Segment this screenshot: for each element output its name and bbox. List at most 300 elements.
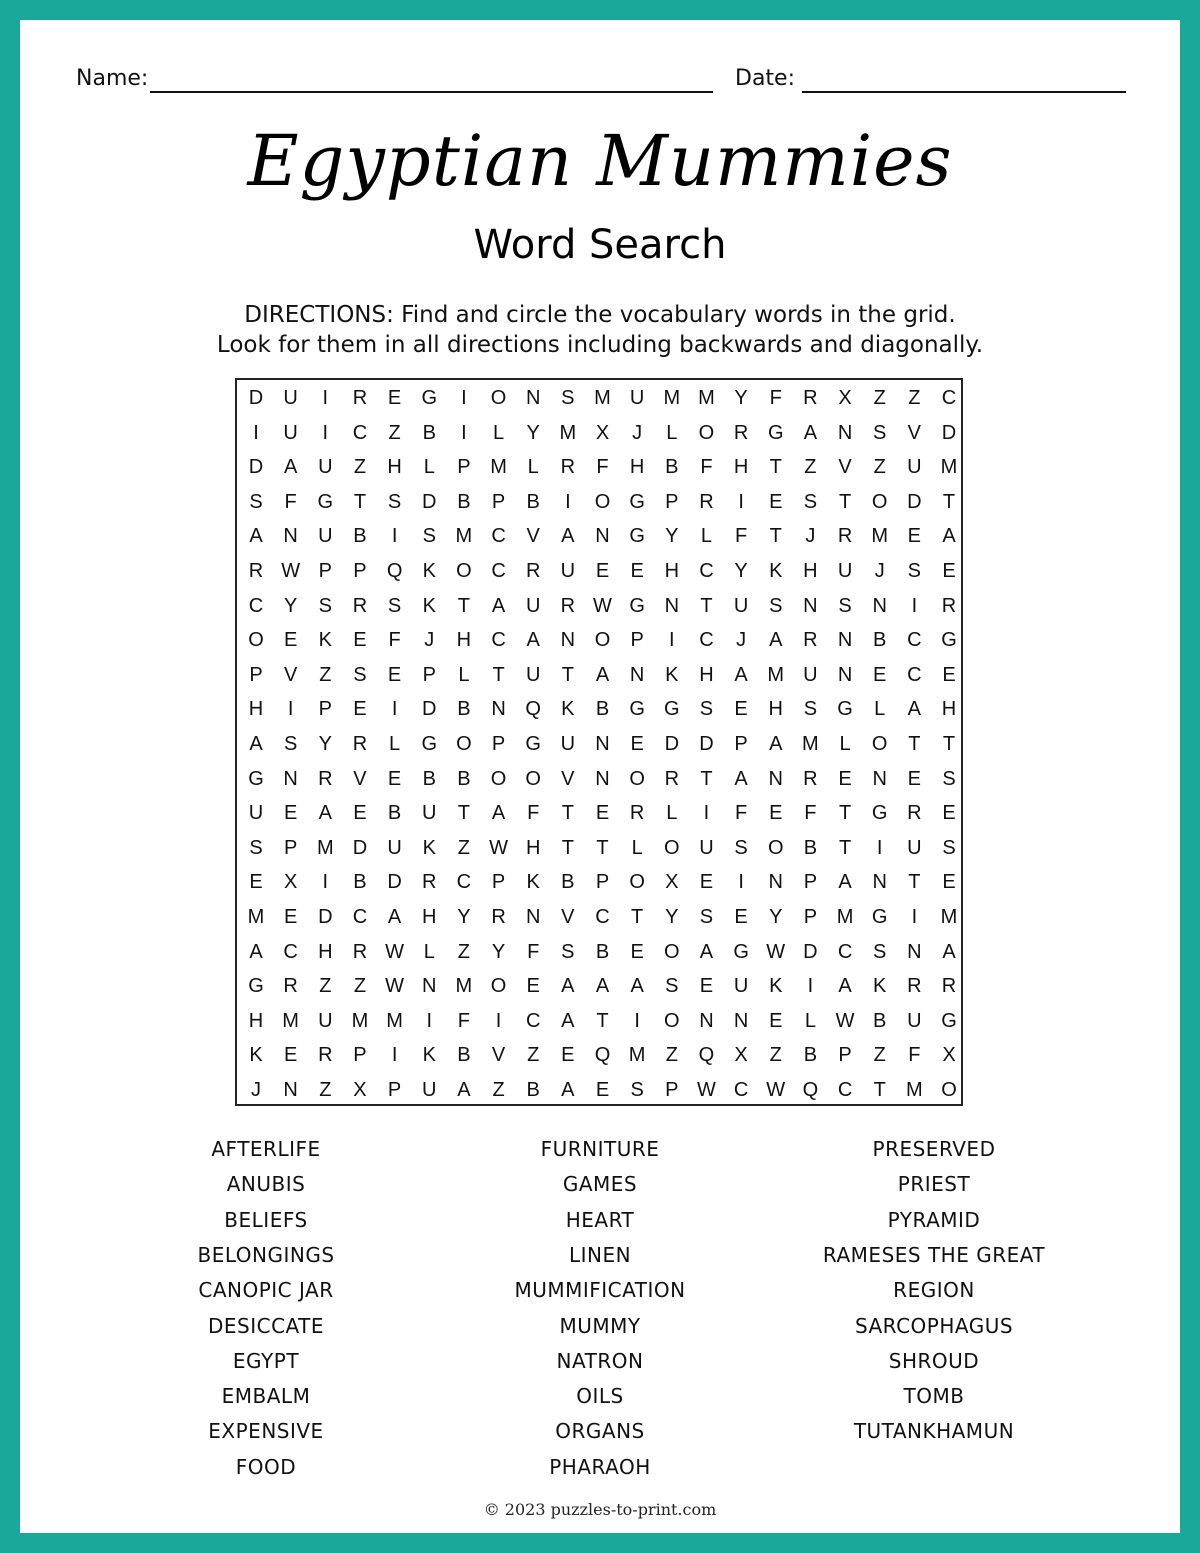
grid-letter[interactable]: J [805, 525, 816, 548]
grid-letter[interactable]: U [525, 663, 541, 686]
grid-letter[interactable]: F [804, 802, 817, 825]
grid-letter[interactable]: Y [526, 421, 540, 444]
grid-letter[interactable]: K [422, 1044, 436, 1067]
grid-letter[interactable]: P [630, 629, 644, 652]
grid-letter[interactable]: I [391, 698, 398, 721]
grid-letter[interactable]: U [318, 456, 333, 479]
grid-letter[interactable]: Y [457, 906, 471, 928]
grid-letter[interactable]: A [249, 940, 263, 963]
grid-letter[interactable]: N [491, 698, 506, 721]
grid-letter[interactable]: O [248, 629, 264, 652]
grid-letter[interactable]: P [665, 490, 679, 513]
grid-letter[interactable]: A [907, 698, 922, 721]
grid-letter[interactable]: R [318, 1044, 333, 1067]
grid-letter[interactable]: T [596, 836, 609, 859]
grid-letter[interactable]: I [461, 421, 467, 444]
grid-letter[interactable]: D [248, 387, 264, 409]
grid-letter[interactable]: E [942, 663, 956, 686]
grid-letter[interactable]: Z [319, 663, 332, 686]
grid-letter[interactable]: E [595, 560, 610, 582]
grid-letter[interactable]: Z [908, 387, 921, 409]
grid-letter[interactable]: M [247, 906, 265, 928]
grid-letter[interactable]: D [422, 698, 437, 721]
grid-letter[interactable]: U [733, 975, 749, 998]
grid-letter[interactable]: Y [318, 733, 332, 755]
grid-letter[interactable]: U [283, 421, 298, 444]
grid-letter[interactable]: P [353, 560, 367, 582]
grid-letter[interactable]: L [527, 456, 539, 479]
grid-letter[interactable]: G [629, 594, 645, 617]
grid-letter[interactable]: S [699, 906, 714, 928]
grid-letter[interactable]: U [422, 1079, 437, 1101]
grid-letter[interactable]: P [595, 871, 610, 894]
grid-letter[interactable]: X [353, 1079, 367, 1101]
grid-letter[interactable]: Z [492, 1079, 505, 1101]
grid-letter[interactable]: A [734, 767, 748, 790]
grid-letter[interactable]: D [664, 733, 680, 755]
grid-letter[interactable]: N [837, 663, 853, 686]
name-line[interactable] [150, 91, 713, 93]
grid-letter[interactable]: C [837, 1079, 853, 1101]
grid-letter[interactable]: Z [769, 1044, 782, 1067]
grid-letter[interactable]: R [629, 802, 645, 825]
grid-letter[interactable]: U [422, 802, 437, 825]
grid-letter[interactable]: S [283, 733, 298, 755]
grid-letter[interactable]: S [803, 490, 818, 513]
grid-letter[interactable]: E [942, 802, 956, 825]
grid-letter[interactable]: X [734, 1044, 748, 1067]
grid-letter[interactable]: R [560, 456, 576, 479]
grid-letter[interactable]: R [733, 421, 749, 444]
grid-letter[interactable]: C [491, 525, 506, 548]
grid-letter[interactable]: S [873, 940, 887, 963]
grid-letter[interactable]: T [769, 525, 782, 548]
grid-letter[interactable]: A [491, 594, 506, 617]
grid-letter[interactable]: W [489, 836, 508, 859]
grid-letter[interactable]: V [526, 525, 540, 548]
grid-letter[interactable]: S [907, 560, 922, 582]
grid-letter[interactable]: N [907, 940, 922, 963]
grid-letter[interactable]: C [699, 560, 714, 582]
grid-letter[interactable]: F [769, 387, 782, 409]
grid-letter[interactable]: L [389, 733, 401, 755]
grid-letter[interactable]: W [766, 1079, 786, 1101]
grid-letter[interactable]: A [561, 975, 575, 998]
grid-letter[interactable]: O [525, 767, 541, 790]
grid-letter[interactable]: S [249, 490, 263, 513]
grid-letter[interactable]: E [942, 560, 956, 582]
grid-letter[interactable]: G [941, 629, 957, 652]
grid-letter[interactable]: P [491, 490, 506, 513]
grid-letter[interactable]: I [322, 871, 329, 894]
grid-letter[interactable]: F [457, 1009, 470, 1032]
grid-letter[interactable]: X [665, 871, 679, 894]
grid-letter[interactable]: T [700, 594, 713, 617]
grid-letter[interactable]: U [560, 733, 576, 755]
grid-letter[interactable]: T [353, 490, 367, 513]
grid-letter[interactable]: F [527, 940, 540, 963]
grid-letter[interactable]: L [666, 802, 678, 825]
grid-letter[interactable]: W [385, 975, 405, 998]
grid-letter[interactable]: R [941, 975, 957, 998]
grid-letter[interactable]: N [525, 906, 541, 928]
grid-letter[interactable]: A [769, 733, 783, 755]
grid-letter[interactable]: T [457, 594, 470, 617]
grid-letter[interactable]: S [838, 594, 852, 617]
grid-letter[interactable]: R [699, 490, 714, 513]
grid-letter[interactable]: O [767, 836, 784, 859]
grid-letter[interactable]: V [283, 663, 298, 686]
grid-letter[interactable]: I [322, 421, 329, 444]
grid-letter[interactable]: K [422, 594, 436, 617]
grid-letter[interactable]: E [734, 698, 748, 721]
grid-letter[interactable]: E [387, 767, 402, 790]
grid-letter[interactable]: O [594, 629, 611, 652]
grid-letter[interactable]: V [561, 906, 575, 928]
grid-letter[interactable]: M [490, 456, 507, 479]
grid-letter[interactable]: M [559, 421, 577, 444]
grid-letter[interactable]: I [391, 1044, 398, 1067]
grid-letter[interactable]: M [455, 975, 473, 998]
grid-letter[interactable]: S [665, 975, 679, 998]
grid-letter[interactable]: R [803, 387, 818, 409]
grid-letter[interactable]: I [322, 387, 329, 409]
grid-letter[interactable]: B [457, 490, 471, 513]
grid-letter[interactable]: W [281, 560, 301, 582]
grid-letter[interactable]: H [387, 456, 402, 479]
grid-letter[interactable]: E [387, 387, 402, 409]
grid-letter[interactable]: M [698, 387, 715, 409]
grid-letter[interactable]: G [941, 1009, 957, 1032]
grid-letter[interactable]: I [495, 1009, 502, 1032]
grid-letter[interactable]: O [490, 975, 507, 998]
grid-letter[interactable]: P [318, 560, 332, 582]
grid-letter[interactable]: D [318, 906, 333, 928]
grid-letter[interactable]: E [630, 940, 644, 963]
grid-letter[interactable]: O [629, 871, 645, 894]
grid-letter[interactable]: E [907, 767, 922, 790]
grid-letter[interactable]: Z [319, 1079, 332, 1101]
grid-letter[interactable]: T [561, 663, 574, 686]
grid-letter[interactable]: A [249, 525, 263, 548]
grid-letter[interactable]: R [907, 975, 922, 998]
grid-letter[interactable]: Y [734, 387, 748, 409]
grid-letter[interactable]: B [873, 1009, 887, 1032]
grid-letter[interactable]: L [804, 1009, 816, 1032]
grid-letter[interactable]: O [456, 560, 472, 582]
grid-letter[interactable]: B [595, 940, 610, 963]
grid-letter[interactable]: L [492, 421, 505, 444]
grid-letter[interactable]: A [734, 663, 748, 686]
grid-letter[interactable]: U [837, 560, 853, 582]
grid-letter[interactable]: K [318, 629, 332, 652]
grid-letter[interactable]: S [561, 940, 575, 963]
grid-letter[interactable]: T [769, 456, 782, 479]
grid-letter[interactable]: N [837, 421, 853, 444]
grid-letter[interactable]: R [248, 560, 264, 582]
grid-letter[interactable]: T [838, 836, 852, 859]
grid-letter[interactable]: V [353, 767, 367, 790]
grid-letter[interactable]: I [669, 629, 675, 652]
grid-letter[interactable]: G [317, 490, 334, 513]
grid-letter[interactable]: T [700, 767, 713, 790]
grid-letter[interactable]: A [942, 525, 956, 548]
grid-letter[interactable]: P [353, 1044, 367, 1067]
grid-letter[interactable]: H [248, 1009, 264, 1032]
grid-letter[interactable]: U [733, 594, 749, 617]
grid-letter[interactable]: R [664, 767, 680, 790]
grid-letter[interactable]: L [423, 456, 435, 479]
grid-letter[interactable]: B [873, 629, 887, 652]
grid-letter[interactable]: D [699, 733, 714, 755]
grid-letter[interactable]: T [631, 906, 644, 928]
grid-letter[interactable]: A [526, 629, 540, 652]
grid-letter[interactable]: B [387, 802, 402, 825]
grid-letter[interactable]: U [248, 802, 264, 825]
grid-letter[interactable]: S [873, 421, 887, 444]
grid-letter[interactable]: O [456, 733, 472, 755]
grid-letter[interactable]: Z [457, 940, 470, 963]
grid-letter[interactable]: G [629, 490, 645, 513]
grid-letter[interactable]: S [249, 836, 263, 859]
grid-letter[interactable]: N [837, 629, 853, 652]
grid-letter[interactable]: N [872, 767, 887, 790]
grid-letter[interactable]: U [387, 836, 402, 859]
grid-letter[interactable]: E [249, 871, 263, 894]
grid-letter[interactable]: K [769, 975, 783, 998]
grid-letter[interactable]: Z [873, 387, 886, 409]
grid-letter[interactable]: I [461, 387, 467, 409]
date-line[interactable] [802, 91, 1126, 93]
grid-letter[interactable]: S [803, 698, 818, 721]
grid-letter[interactable]: O [664, 1009, 680, 1032]
grid-letter[interactable]: E [630, 733, 644, 755]
grid-letter[interactable]: S [422, 525, 436, 548]
grid-letter[interactable]: I [807, 975, 814, 998]
grid-letter[interactable]: C [525, 1009, 541, 1032]
grid-letter[interactable]: T [942, 733, 956, 755]
grid-letter[interactable]: Z [388, 421, 401, 444]
grid-letter[interactable]: T [838, 802, 852, 825]
grid-letter[interactable]: A [838, 871, 852, 894]
grid-letter[interactable]: P [249, 663, 263, 686]
grid-letter[interactable]: E [561, 1044, 575, 1067]
grid-letter[interactable]: Q [525, 698, 541, 721]
grid-letter[interactable]: A [387, 906, 402, 928]
grid-letter[interactable]: C [248, 594, 264, 617]
grid-letter[interactable]: E [283, 1044, 298, 1067]
grid-letter[interactable]: G [525, 733, 541, 755]
grid-letter[interactable]: B [457, 698, 471, 721]
grid-letter[interactable]: H [456, 629, 472, 652]
grid-letter[interactable]: E [838, 767, 852, 790]
grid-letter[interactable]: A [561, 1079, 575, 1101]
grid-letter[interactable]: T [838, 490, 852, 513]
grid-letter[interactable]: N [629, 663, 645, 686]
grid-letter[interactable]: J [632, 421, 643, 444]
grid-letter[interactable]: C [491, 560, 506, 582]
grid-letter[interactable]: B [526, 1079, 540, 1101]
grid-letter[interactable]: M [316, 836, 334, 859]
grid-letter[interactable]: A [318, 802, 332, 825]
grid-letter[interactable]: M [594, 387, 611, 409]
grid-letter[interactable]: Z [319, 975, 332, 998]
grid-letter[interactable]: R [941, 594, 957, 617]
grid-letter[interactable]: A [595, 663, 610, 686]
grid-letter[interactable]: R [318, 767, 333, 790]
grid-letter[interactable]: E [387, 663, 402, 686]
grid-letter[interactable]: A [630, 975, 644, 998]
grid-letter[interactable]: H [248, 698, 264, 721]
grid-letter[interactable]: Y [491, 940, 506, 963]
grid-letter[interactable]: N [803, 594, 818, 617]
grid-letter[interactable]: P [665, 1079, 679, 1101]
grid-letter[interactable]: Y [665, 906, 679, 928]
grid-letter[interactable]: S [942, 767, 956, 790]
grid-letter[interactable]: P [491, 733, 506, 755]
grid-letter[interactable]: S [734, 836, 748, 859]
grid-letter[interactable]: A [561, 525, 575, 548]
grid-letter[interactable]: D [248, 456, 264, 479]
grid-letter[interactable]: H [803, 560, 818, 582]
grid-letter[interactable]: N [768, 767, 783, 790]
grid-letter[interactable]: Q [802, 1079, 819, 1101]
grid-letter[interactable]: D [352, 836, 368, 859]
grid-letter[interactable]: S [353, 663, 367, 686]
grid-letter[interactable]: N [525, 387, 541, 409]
grid-letter[interactable]: G [248, 975, 264, 998]
grid-letter[interactable]: P [422, 663, 436, 686]
grid-letter[interactable]: F [700, 456, 713, 479]
grid-letter[interactable]: B [803, 836, 818, 859]
grid-letter[interactable]: U [283, 387, 298, 409]
grid-letter[interactable]: A [457, 1079, 471, 1101]
grid-letter[interactable]: D [387, 871, 402, 894]
grid-letter[interactable]: K [422, 560, 436, 582]
grid-letter[interactable]: B [353, 525, 367, 548]
grid-letter[interactable]: N [283, 1079, 298, 1101]
grid-letter[interactable]: B [561, 871, 575, 894]
grid-letter[interactable]: S [769, 594, 783, 617]
grid-letter[interactable]: G [421, 387, 438, 409]
grid-letter[interactable]: S [387, 490, 402, 513]
grid-letter[interactable]: A [283, 456, 298, 479]
grid-letter[interactable]: C [352, 421, 368, 444]
grid-letter[interactable]: F [734, 802, 748, 825]
grid-letter[interactable]: U [803, 663, 818, 686]
grid-letter[interactable]: E [353, 698, 367, 721]
grid-letter[interactable]: B [422, 767, 436, 790]
grid-letter[interactable]: E [526, 975, 540, 998]
grid-letter[interactable]: E [630, 560, 644, 582]
grid-letter[interactable]: P [283, 836, 298, 859]
grid-letter[interactable]: G [664, 698, 680, 721]
grid-letter[interactable]: X [595, 421, 610, 444]
grid-letter[interactable]: I [634, 1009, 640, 1032]
grid-letter[interactable]: B [803, 1044, 818, 1067]
grid-letter[interactable]: H [525, 836, 541, 859]
grid-letter[interactable]: U [318, 525, 333, 548]
grid-letter[interactable]: G [248, 767, 264, 790]
grid-letter[interactable]: P [387, 1079, 402, 1101]
grid-letter[interactable]: A [769, 629, 783, 652]
grid-letter[interactable]: P [318, 698, 332, 721]
grid-letter[interactable]: E [907, 525, 922, 548]
grid-letter[interactable]: M [351, 1009, 369, 1032]
grid-letter[interactable]: H [768, 698, 783, 721]
grid-letter[interactable]: E [942, 871, 956, 894]
grid-letter[interactable]: B [457, 767, 471, 790]
grid-letter[interactable]: C [491, 629, 506, 652]
grid-letter[interactable]: M [663, 387, 681, 409]
grid-letter[interactable]: W [385, 940, 405, 963]
grid-letter[interactable]: R [491, 906, 506, 928]
grid-letter[interactable]: S [699, 698, 714, 721]
grid-letter[interactable]: N [733, 1009, 749, 1032]
grid-letter[interactable]: G [629, 525, 645, 548]
grid-letter[interactable]: J [874, 560, 885, 582]
grid-letter[interactable]: W [766, 940, 786, 963]
grid-letter[interactable]: I [703, 802, 710, 825]
grid-letter[interactable]: I [253, 421, 259, 444]
grid-letter[interactable]: U [907, 836, 922, 859]
grid-letter[interactable]: E [353, 629, 367, 652]
grid-letter[interactable]: N [872, 871, 887, 894]
grid-letter[interactable]: Z [873, 456, 886, 479]
grid-letter[interactable]: R [525, 560, 541, 582]
grid-letter[interactable]: R [560, 594, 576, 617]
grid-letter[interactable]: T [596, 1009, 609, 1032]
grid-letter[interactable]: H [941, 698, 957, 721]
grid-letter[interactable]: Z [873, 1044, 886, 1067]
grid-letter[interactable]: A [595, 975, 610, 998]
grid-letter[interactable]: M [802, 733, 819, 755]
grid-letter[interactable]: L [839, 733, 851, 755]
grid-letter[interactable]: Z [457, 836, 470, 859]
grid-letter[interactable]: V [491, 1044, 506, 1067]
grid-letter[interactable]: P [491, 871, 506, 894]
grid-letter[interactable]: V [907, 421, 922, 444]
grid-letter[interactable]: E [769, 802, 783, 825]
grid-letter[interactable]: I [876, 836, 883, 859]
grid-letter[interactable]: G [733, 940, 749, 963]
grid-letter[interactable]: G [767, 421, 784, 444]
grid-letter[interactable]: C [907, 663, 922, 686]
grid-letter[interactable]: L [874, 698, 886, 721]
grid-letter[interactable]: J [251, 1079, 261, 1101]
grid-letter[interactable]: M [940, 456, 958, 479]
grid-letter[interactable]: X [838, 387, 852, 409]
grid-letter[interactable]: E [595, 1079, 610, 1101]
grid-letter[interactable]: S [630, 1079, 644, 1101]
grid-letter[interactable]: O [490, 767, 507, 790]
grid-letter[interactable]: R [352, 940, 368, 963]
grid-letter[interactable]: N [283, 767, 298, 790]
grid-letter[interactable]: I [565, 490, 571, 513]
grid-letter[interactable]: H [699, 663, 714, 686]
grid-letter[interactable]: C [595, 906, 610, 928]
grid-letter[interactable]: E [769, 490, 783, 513]
grid-letter[interactable]: Z [665, 1044, 678, 1067]
grid-letter[interactable]: G [629, 698, 645, 721]
grid-letter[interactable]: N [595, 733, 610, 755]
grid-letter[interactable]: H [318, 940, 333, 963]
grid-letter[interactable]: N [595, 767, 610, 790]
grid-letter[interactable]: K [561, 698, 575, 721]
grid-letter[interactable]: S [561, 387, 575, 409]
grid-letter[interactable]: T [561, 836, 574, 859]
grid-letter[interactable]: S [942, 836, 956, 859]
